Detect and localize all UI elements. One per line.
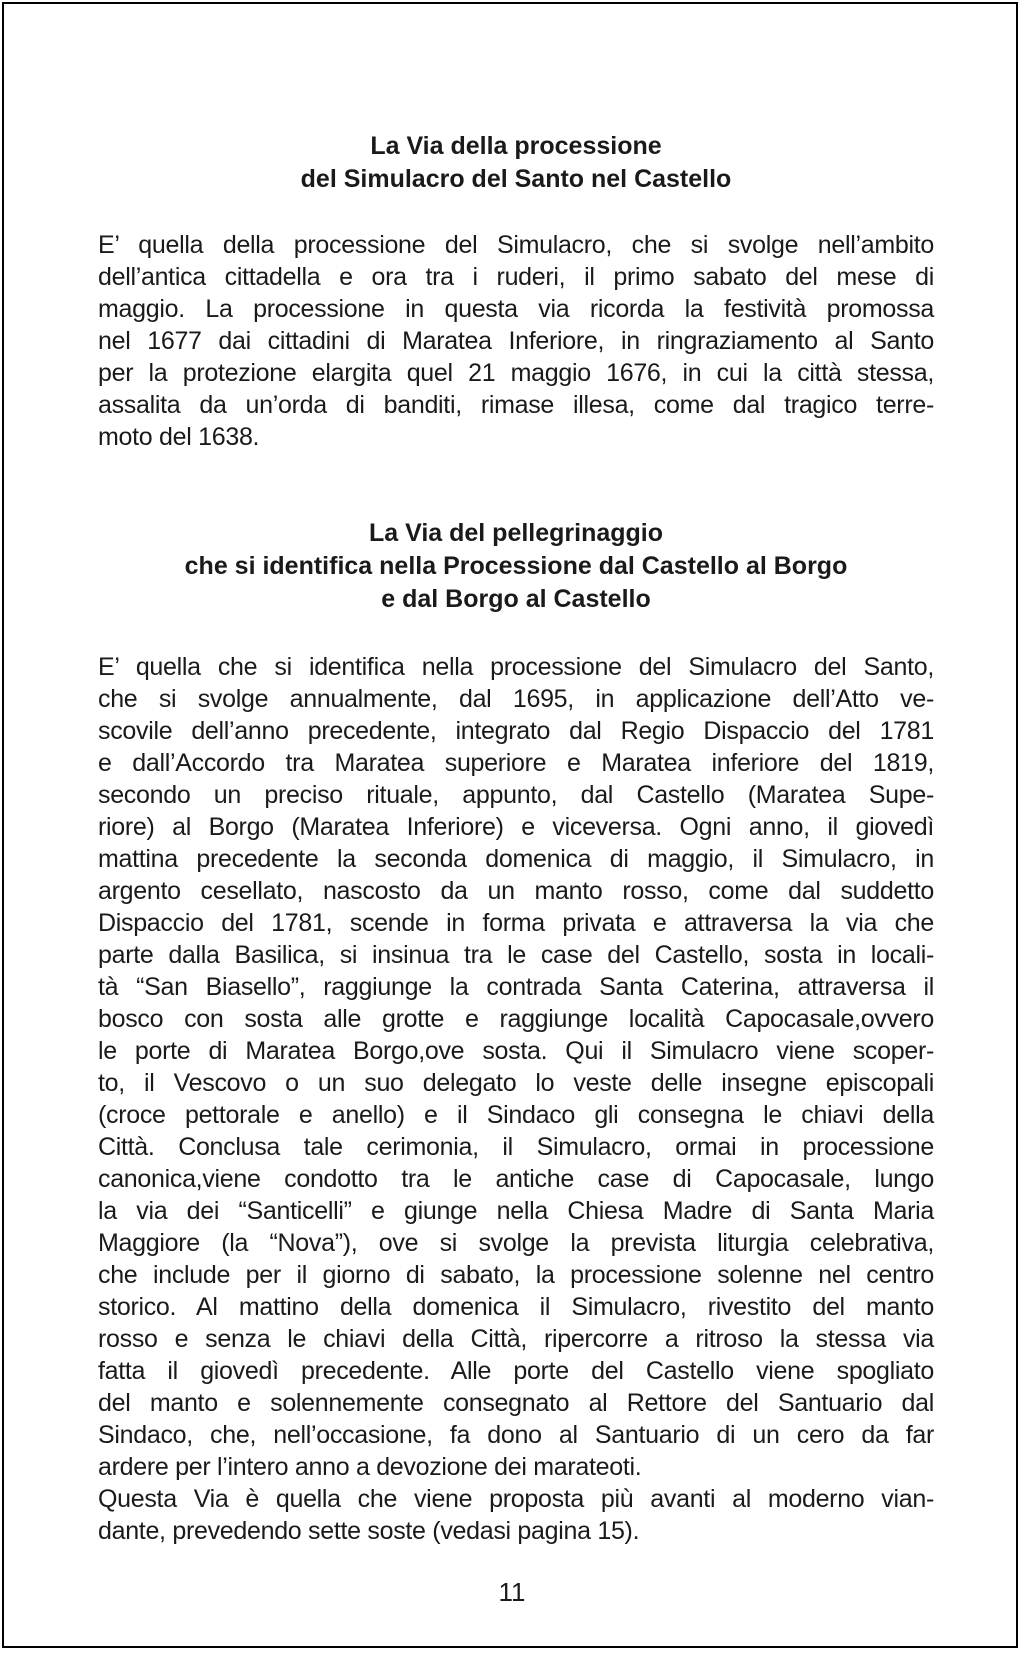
text-line: e dall’Accordo tra Maratea superiore e Maratea inferiore del 1819, [98, 749, 934, 777]
text-line: Maggiore (la “Nova”), ove si svolge la prevista liturgia celebrativa, [98, 1229, 934, 1257]
section2-heading-line: che si identifica nella Processione dal Castello al Borgo [184, 552, 848, 580]
text-line: le porte di Maratea Borgo,ove sosta. Qui il Simulacro viene scoper- [98, 1037, 934, 1065]
page-frame [2, 2, 1018, 1648]
text-line: Questa Via è quella che viene proposta più avanti al moderno vian- [98, 1485, 934, 1513]
section1-paragraph [98, 229, 934, 453]
text-line: fatta il giovedì precedente. Alle porte del Castello viene spogliato [98, 1357, 934, 1385]
text-line: scovile dell’anno precedente, integrato dal Regio Dispaccio del 1781 [98, 717, 934, 745]
text-line: dante, prevedendo sette soste (vedasi pagina 15). [98, 1517, 640, 1545]
section1-heading [98, 130, 934, 196]
text-line: moto del 1638. [98, 423, 260, 451]
page-content [98, 130, 934, 1547]
text-line: dell’antica cittadella e ora tra i ruderi, il primo sabato del mese di [98, 263, 934, 291]
text-line: assalita da un’orda di banditi, rimase illesa, come dal tragico terre- [98, 391, 934, 419]
text-line: E’ quella che si identifica nella processione del Simulacro del Santo, [98, 653, 934, 681]
text-line: to, il Vescovo o un suo delegato lo veste delle insegne episcopali [98, 1069, 934, 1097]
text-line: (croce pettorale e anello) e il Sindaco gli consegna le chiavi della [98, 1101, 934, 1129]
section2-heading-line: La Via del pellegrinaggio [368, 519, 664, 547]
text-line: che include per il giorno di sabato, la processione solenne nel centro [98, 1261, 934, 1289]
section1-heading-line: del Simulacro del Santo nel Castello [300, 165, 732, 193]
text-line: canonica,viene condotto tra le antiche case di Capocasale, lungo [98, 1165, 934, 1193]
text-line: che si svolge annualmente, dal 1695, in applicazione dell’Atto ve- [98, 685, 934, 713]
text-line: tà “San Biasello”, raggiunge la contrada Santa Caterina, attraversa il [98, 973, 934, 1001]
text-line: la via dei “Santicelli” e giunge nella Chiesa Madre di Santa Maria [98, 1197, 934, 1225]
text-line: del manto e solennemente consegnato al Rettore del Santuario dal [98, 1389, 934, 1417]
section1-heading-line: La Via della processione [370, 132, 662, 160]
section2-heading-line: e dal Borgo al Castello [381, 585, 651, 613]
text-line: Città. Conclusa tale cerimonia, il Simulacro, ormai in processione [98, 1133, 934, 1161]
text-line: maggio. La processione in questa via ricorda la festività promossa [98, 295, 934, 323]
page-number: 11 [498, 1577, 526, 1607]
text-line: Dispaccio del 1781, scende in forma privata e attraversa la via che [98, 909, 934, 937]
text-line: secondo un preciso rituale, appunto, dal Castello (Maratea Supe- [98, 781, 934, 809]
text-line: per la protezione elargita quel 21 maggio 1676, in cui la città stessa, [98, 359, 934, 387]
text-line: ardere per l’intero anno a devozione dei marateoti. [98, 1453, 642, 1481]
text-line: Sindaco, che, nell’occasione, fa dono al Santuario di un cero da far [98, 1421, 934, 1449]
section2-paragraph [98, 651, 934, 1547]
section2-heading [98, 517, 934, 616]
text-line: nel 1677 dai cittadini di Maratea Inferiore, in ringraziamento al Santo [98, 327, 934, 355]
text-line: argento cesellato, nascosto da un manto rosso, come dal suddetto [98, 877, 934, 905]
text-line: mattina precedente la seconda domenica di maggio, il Simulacro, in [98, 845, 934, 873]
text-line: E’ quella della processione del Simulacro, che si svolge nell’ambito [98, 231, 934, 259]
text-line: parte dalla Basilica, si insinua tra le case del Castello, sosta in locali- [98, 941, 934, 969]
text-line: rosso e senza le chiavi della Città, ripercorre a ritroso la stessa via [98, 1325, 934, 1353]
text-line: riore) al Borgo (Maratea Inferiore) e viceversa. Ogni anno, il giovedì [98, 813, 934, 841]
text-line: storico. Al mattino della domenica il Simulacro, rivestito del manto [98, 1293, 934, 1321]
text-line: bosco con sosta alle grotte e raggiunge località Capocasale,ovvero [98, 1005, 934, 1033]
